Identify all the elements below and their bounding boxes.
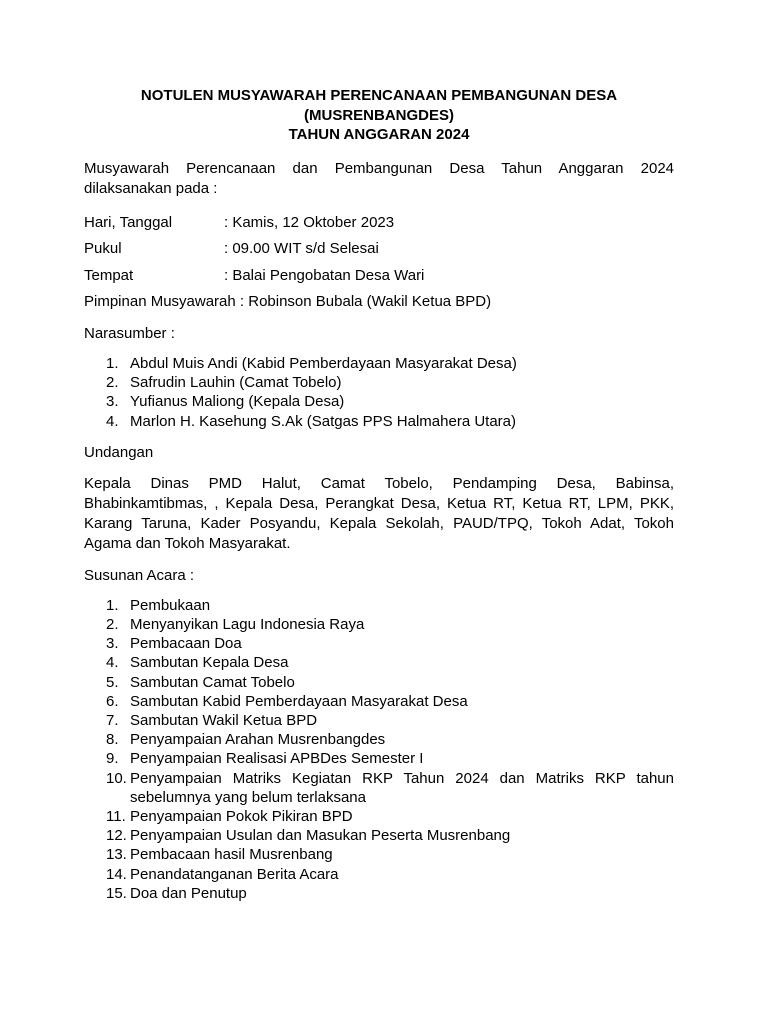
info-row-time — [84, 239, 674, 266]
intro-paragraph: Musyawarah Perencanaan dan Pembangunan Desa Tahun Anggaran 2024 dilaksanakan pada : — [84, 159, 674, 197]
info-value: : Kamis, 12 Oktober 2023 — [224, 213, 395, 231]
document-body — [84, 86, 674, 903]
list-item-text: Penyampaian Matriks Kegiatan RKP Tahun 2024 dan Matriks RKP tahun sebelumnya yang belum terlaksana — [130, 769, 674, 806]
list-item-text: Sambutan Wakil Ketua BPD — [130, 712, 318, 730]
list-number: 10. — [106, 769, 127, 787]
list-number: 7. — [106, 712, 119, 730]
list-number: 14. — [106, 865, 127, 883]
list-item — [84, 769, 674, 807]
list-number: 8. — [106, 731, 119, 749]
undangan-heading: Undangan — [84, 443, 154, 461]
list-item — [84, 826, 674, 845]
list-number: 4. — [106, 412, 119, 430]
list-item — [84, 354, 674, 373]
list-number: 6. — [106, 692, 119, 710]
list-number: 2. — [106, 374, 119, 392]
list-number: 9. — [106, 750, 119, 768]
list-number: 4. — [106, 654, 119, 672]
list-item-text: Penyampaian Realisasi APBDes Semester I — [130, 750, 424, 768]
meeting-chair: Pimpinan Musyawarah : Robinson Bubala (Wakil Ketua BPD) — [84, 293, 492, 310]
list-item — [84, 865, 674, 884]
list-item-text: Safrudin Lauhin (Camat Tobelo) — [130, 374, 342, 392]
list-item-text: Yufianus Maliong (Kepala Desa) — [130, 393, 345, 411]
list-item-text: Pembacaan hasil Musrenbang — [130, 846, 333, 864]
list-number: 1. — [106, 596, 119, 614]
title-line-1: NOTULEN MUSYAWARAH PERENCANAAN PEMBANGUNAN DESA — [140, 87, 618, 104]
list-item-text: Doa dan Penutup — [130, 884, 247, 902]
list-item-text: Penyampaian Pokok Pikiran BPD — [130, 808, 353, 826]
list-number: 13. — [106, 846, 127, 864]
list-number: 15. — [106, 884, 127, 902]
acara-heading: Susunan Acara : — [84, 566, 195, 584]
list-item — [84, 634, 674, 653]
title-line-2: (MUSRENBANGDES) — [304, 106, 454, 124]
acara-list — [84, 596, 674, 903]
info-value: : Balai Pengobatan Desa Wari — [224, 266, 425, 284]
list-number: 3. — [106, 393, 119, 411]
document-title — [84, 86, 674, 145]
narasumber-heading: Narasumber : — [84, 325, 175, 342]
list-item-text: Marlon H. Kasehung S.Ak (Satgas PPS Halmahera Utara) — [130, 412, 517, 430]
list-item-text: Sambutan Kabid Pemberdayaan Masyarakat Desa — [130, 692, 468, 710]
undangan-paragraph: Kepala Dinas PMD Halut, Camat Tobelo, Pendamping Desa, Babinsa, Bhabinkamtibmas, , Kepala Desa, Perangkat Desa, Ketua RT, Ketua RT, LPM, PKK, Karang Taruna, Kader Posyandu, Kepala Sekolah, PAUD/TPQ, Tokoh Adat, Tokoh Agama dan Tokoh Masyarakat. — [84, 474, 674, 552]
list-item — [84, 845, 674, 864]
list-item-text: Sambutan Camat Tobelo — [130, 673, 295, 691]
meeting-info — [84, 213, 674, 293]
list-item — [84, 392, 674, 411]
info-row-date — [84, 213, 674, 240]
list-item — [84, 884, 674, 903]
list-item — [84, 711, 674, 730]
list-number: 1. — [106, 355, 119, 372]
narasumber-list — [84, 354, 674, 431]
info-label: Tempat — [84, 266, 134, 284]
list-item-text: Abdul Muis Andi (Kabid Pemberdayaan Masyarakat Desa) — [130, 355, 517, 372]
info-label: Hari, Tanggal — [84, 213, 173, 231]
list-item-text: Menyanyikan Lagu Indonesia Raya — [130, 616, 365, 634]
list-item-text: Sambutan Kepala Desa — [130, 654, 289, 672]
list-item — [84, 412, 674, 431]
list-item — [84, 653, 674, 672]
list-item-text: Penandatanganan Berita Acara — [130, 865, 339, 883]
info-label: Pukul — [84, 240, 122, 257]
list-item — [84, 749, 674, 768]
list-item — [84, 615, 674, 634]
list-item-text: Pembukaan — [130, 596, 211, 614]
list-number: 3. — [106, 635, 119, 653]
list-item-text: Penyampaian Arahan Musrenbangdes — [130, 731, 386, 749]
list-item — [84, 730, 674, 749]
list-item — [84, 807, 674, 826]
list-item-text: Penyampaian Usulan dan Masukan Peserta Musrenbang — [130, 827, 511, 845]
list-number: 12. — [106, 827, 127, 845]
list-number: 11. — [106, 808, 126, 826]
list-item-text: Pembacaan Doa — [130, 635, 242, 653]
info-row-place — [84, 266, 674, 293]
list-item — [84, 673, 674, 692]
title-line-3: TAHUN ANGGARAN 2024 — [288, 126, 470, 143]
list-number: 5. — [106, 673, 119, 691]
info-value: : 09.00 WIT s/d Selesai — [224, 240, 379, 257]
list-item — [84, 596, 674, 615]
list-item — [84, 373, 674, 392]
list-item — [84, 692, 674, 711]
list-number: 2. — [106, 616, 119, 634]
